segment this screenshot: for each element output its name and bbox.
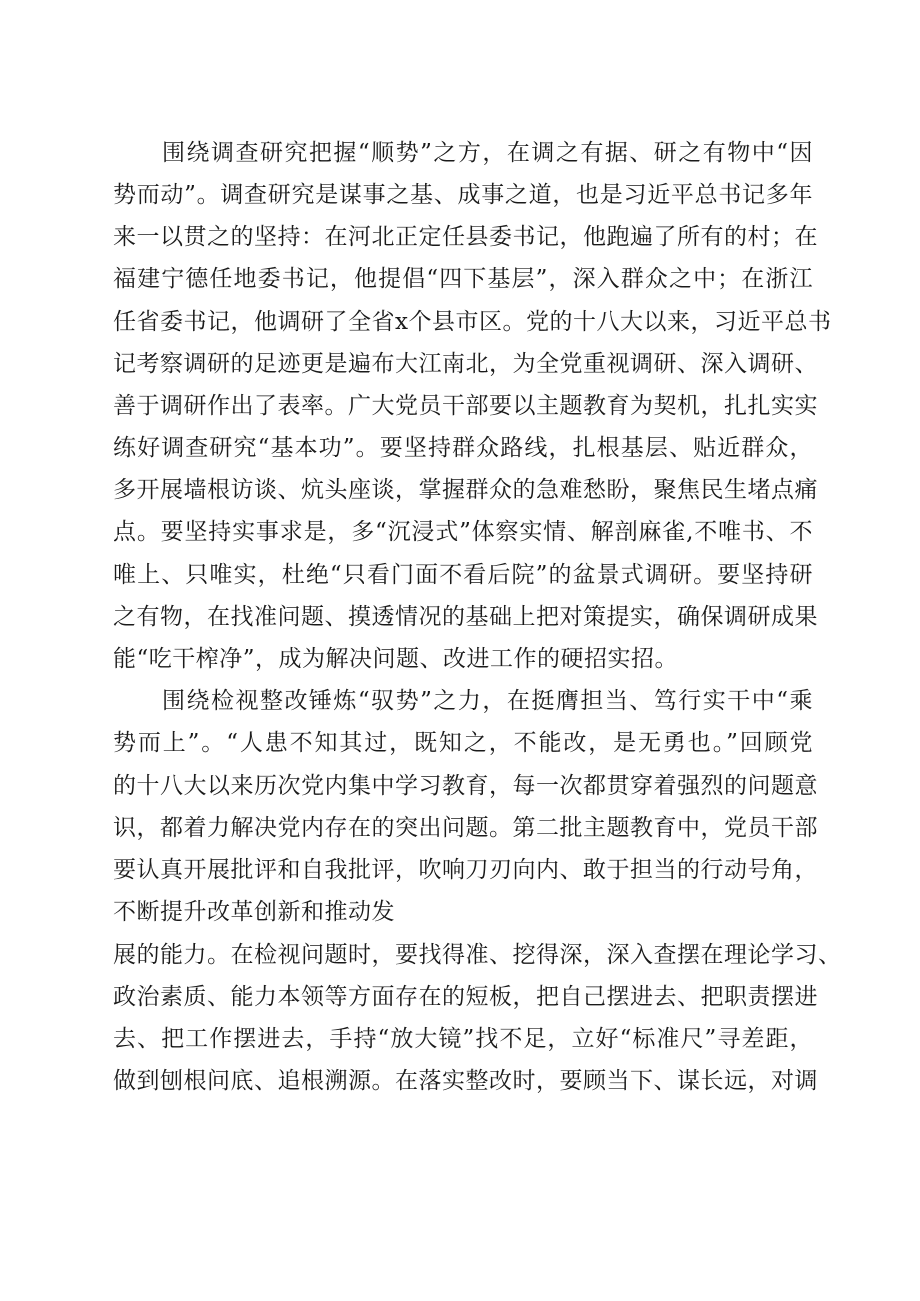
- paragraph-1-line-6: 记考察调研的足迹更是遍布大江南北，为全党重视调研、深入调研、: [113, 351, 818, 377]
- paragraph-1-line-13: 能“吃干榨净”，成为解决问题、改进工作的硬招实招。: [113, 646, 679, 672]
- paragraph-2-line-6: 不断提升改革创新和推动发: [113, 899, 395, 925]
- paragraph-1-line-2: 势而动”。调查研究是谋事之基、成事之道，也是习近平总书记多年: [113, 182, 813, 208]
- paragraph-2-line-3: 的十八大以来历次党内集中学习教育，每一次都贯穿着强烈的问题意: [113, 773, 818, 799]
- paragraph-2-line-2: 势而上”。“人患不知其过，既知之，不能改，是无勇也。”回顾党: [113, 730, 813, 756]
- paragraph-1-line-3: 来一以贯之的坚持：在河北正定任县委书记，他跑遍了所有的村；在: [113, 224, 818, 250]
- paragraph-3-line-4: 做到刨根问底、追根溯源。在落实整改时，要顾当下、谋长远，对调: [113, 1068, 818, 1094]
- paragraph-2-line-1: 围绕检视整改锤炼“驭势”之力，在挺膺担当、笃行实干中“乘: [162, 688, 813, 714]
- paragraph-1-line-11: 唯上、只唯实，杜绝“只看门面不看后院”的盆景式调研。要坚持研: [113, 562, 813, 588]
- paragraph-1-line-5: 任省委书记，他调研了全省x个县市区。党的十八大以来，习近平总书: [113, 309, 832, 335]
- paragraph-1-line-4: 福建宁德任地委书记，他提倡“四下基层”，深入群众之中；在浙江: [113, 266, 813, 292]
- paragraph-1-line-9: 多开展墙根访谈、炕头座谈，掌握群众的急难愁盼，聚焦民生堵点痛: [113, 477, 818, 503]
- paragraph-3-line-2: 政治素质、能力本领等方面存在的短板，把自己摆进去、把职责摆进: [113, 984, 818, 1010]
- paragraph-1-line-10: 点。要坚持实事求是，多“沉浸式”体察实情、解剖麻雀,不唯书、不: [113, 519, 813, 545]
- paragraph-1-line-12: 之有物，在找准问题、摸透情况的基础上把对策提实，确保调研成果: [113, 604, 818, 630]
- paragraph-2-line-5: 要认真开展批评和自我批评，吹响刀刃向内、敢于担当的行动号角，: [113, 857, 818, 883]
- paragraph-2-line-4: 识，都着力解决党内存在的突出问题。第二批主题教育中，党员干部: [113, 815, 818, 841]
- paragraph-3-line-3: 去、把工作摆进去，手持“放大镜”找不足，立好“标准尺”寻差距，: [113, 1026, 813, 1052]
- paragraph-1-line-8: 练好调查研究“基本功”。要坚持群众路线，扎根基层、贴近群众，: [113, 435, 813, 461]
- paragraph-3-line-1: 展的能力。在检视问题时，要找得准、挖得深，深入查摆在理论学习、: [113, 942, 842, 968]
- paragraph-1-line-7: 善于调研作出了表率。广大党员干部要以主题教育为契机，扎扎实实: [113, 393, 818, 419]
- paragraph-1-line-1: 围绕调查研究把握“顺势”之方，在调之有据、研之有物中“因: [162, 140, 813, 166]
